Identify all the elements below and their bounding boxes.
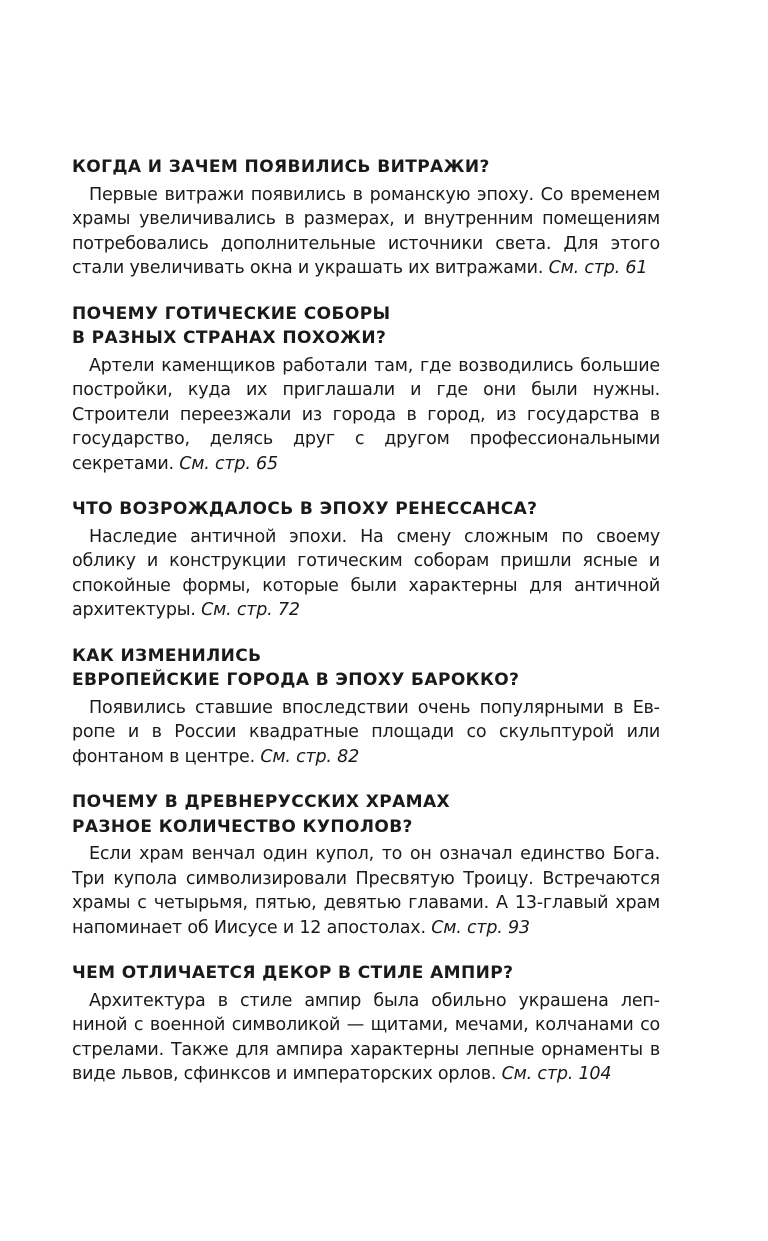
answer-body: Если храм венчал один купол, то он означал единство Бога. Три купола символизировали Пресвятую Троицу. Встречаются храмы с четырьмя, пятью, девятью главами. А 13-главый храм напоминает об Иисусе и 12 апостолах. [72,844,660,938]
qa-entry [72,644,660,770]
page-content [72,155,660,1108]
question-line: ЧЕМ ОТЛИЧАЕТСЯ ДЕКОР В СТИЛЕ АМПИР? [72,963,514,983]
question-line: В РАЗНЫХ СТРАНАХ ПОХОЖИ? [72,328,387,348]
page-reference: См. стр. 93 [431,917,530,938]
page-reference: См. стр. 72 [201,600,300,620]
question-heading [72,644,660,693]
answer-text [72,842,660,940]
qa-entry [72,155,660,281]
question-line: КАК ИЗМЕНИЛИСЬ [72,645,262,666]
qa-entry [72,302,660,477]
answer-text [72,525,660,623]
question-heading [72,961,660,986]
question-line: РАЗНОЕ КОЛИЧЕСТВО КУПОЛОВ? [72,816,413,837]
answer-body: Первые витражи появились в романскую эпоху. Со временем храмы увеличивались в размерах, и внутренним помещениям потребовались дополнительные источники света. Для этого стали увеличивать окна и украшать их витражами. [72,184,660,278]
question-heading [72,790,660,839]
answer-body: Наследие античной эпохи. На смену сложным по своему облику и конструкции готическим соборам пришли ясные и спокойные формы, которые были характерны для античной архитектуры. [72,526,660,620]
question-line: ПОЧЕМУ В ДРЕВНЕРУССКИХ ХРАМАХ [72,792,451,812]
page-reference: См. стр. 82 [260,746,360,767]
question-line: ПОЧЕМУ ГОТИЧЕСКИЕ СОБОРЫ [72,303,391,324]
answer-text [72,354,660,477]
qa-entry [72,790,660,940]
answer-text [72,183,660,281]
page-reference: См. стр. 65 [179,453,278,474]
question-heading [72,302,660,351]
question-heading [72,155,660,180]
question-line: ЧТО ВОЗРОЖДАЛОСЬ В ЭПОХУ РЕНЕССАНСА? [72,499,538,519]
page-reference: См. стр. 104 [501,1064,612,1084]
answer-body: Архитектура в стиле ампир была обильно украшена лепниной с военной символикой — щитами, мечами, колчанами со стрелами. Также для ампира характерны лепные орнаменты в виде львов, сфинксов и императорских орлов. [72,990,660,1084]
answer-text [72,989,660,1087]
question-line: ЕВРОПЕЙСКИЕ ГОРОДА В ЭПОХУ БАРОККО? [72,670,520,690]
question-heading [72,497,660,522]
answer-body: Артели каменщиков работали там, где возводились большие постройки, куда их приглашали и где они были нужны. Строители переезжали из города в город, из государства в государство, делясь друг с другом профессиональными секретами. [72,355,660,474]
question-line: КОГДА И ЗАЧЕМ ПОЯВИЛИСЬ ВИТРАЖИ? [72,157,490,177]
page-reference: См. стр. 61 [548,258,648,278]
qa-entry [72,497,660,623]
qa-entry [72,961,660,1087]
answer-body: Появились ставшие впоследствии очень популярными в Европе и в России квадратные площади со скульптурой или фонтаном в центре. [72,697,660,767]
answer-text [72,696,660,770]
